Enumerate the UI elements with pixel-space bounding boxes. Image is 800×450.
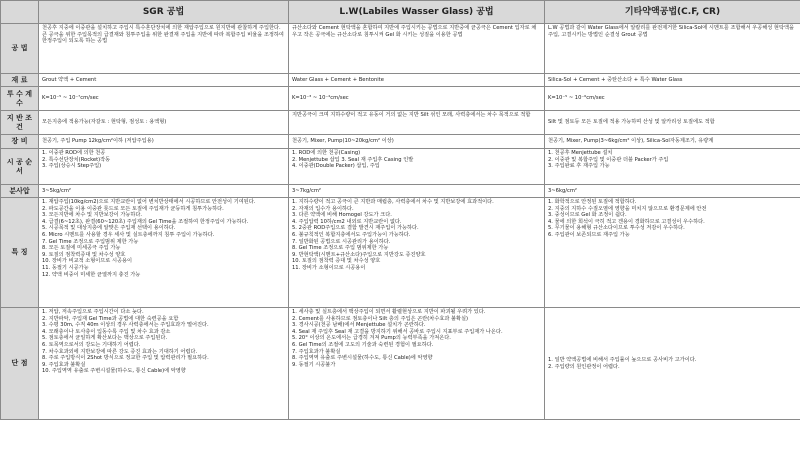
header-sgr: SGR 공법	[39, 1, 289, 24]
list-item: 6. Micro 시멘트를 사용할 경우 세사 및 실트층에까지 침투 주입이 가능하다.	[42, 231, 215, 238]
row-sequence	[1, 149, 800, 185]
list-item: 7. 일반화된 공법으로 시공관리가 용이하다.	[292, 238, 391, 245]
row-label-pressure: 분사압	[1, 185, 39, 198]
row-label-drawbacks: 단 점	[1, 308, 39, 420]
list-item: 4. Seal 재 주입후 Seal 재 고결을 방지하기 위해서 공바로 주입시 지표부로 주입재가 나온다.	[292, 328, 503, 335]
cell-equipment-other: 천공기, Mixer, Pump(3~6kg/cm² 이상), Silica-Sol자동제조기, 유량계	[545, 135, 800, 149]
cell-method-sgr: 천공후 지중에 이중관을 설치하고 주입시 특수혼단장치에 의한 재압주입으로 원지반에 관찰하게 주입한다. 큰 공극을 위한 주입목적의 급결재와 침투주입을 위한 완결재 주입을 지반에 따라 복합주입 비율을 조정하여 한정주입이 되도록 하는 공법	[39, 24, 289, 74]
list-item: 1. 재압주입(10kg/cm2)으로 지반교란이 없어 변치반상태에서 시공하므로 안전성이 기여된다.	[42, 199, 256, 205]
list-item: 1. 세사층 및 실트층에서 맥상주입이 되면서 활렬현상으로 지반이 파괴될 우려가 있다.	[292, 309, 486, 315]
list-item: 6. Gel Time의 조절에 고도의 기술과 숙련된 경험이 필요하다.	[292, 341, 434, 348]
header-other: 기타약액공법(C.F, CR)	[545, 1, 800, 24]
list-item: 1. 일반 약액공법에 비해서 주입률이 높으므로 공사비가 고가이다.	[548, 356, 697, 363]
row-label-equipment: 장 비	[1, 135, 39, 149]
list-item: 4. 급결(6~12초), 완결(60~120초) 주입재의 Gel Time을 조절하여 한정주입이 가능하다.	[42, 218, 249, 225]
list-item: 6. 불규칙적인 복합지층에서도 주입가능이 가능하다.	[292, 231, 411, 238]
list-item: 6. 주입관이 보존되므로 재주입 가능	[548, 231, 630, 238]
cell-material-sgr: Grout 약액 + Cement	[39, 74, 289, 87]
cell-method-lw: 규산소다와 Cement 현탁액을 혼합하여 지반에 주입시키는 공법으로 지반중에 균공극은 Cement 입자로 채우고 작은 공극에는 규산소다로 침투시켜 Gel 화 시키는 성질을 이용한 공법	[289, 24, 545, 74]
row-pressure	[1, 185, 800, 198]
list-item: 2. 특수선단장치(Rocket)작동	[42, 156, 111, 163]
row-label-sequence: 시 공 순 서	[1, 149, 39, 185]
list-item: 3. 수평 30m, 수직 40m 이상의 경우 사력층에서는 주입효과가 떨어진다.	[42, 322, 209, 329]
list-item: 2. Cement를 사용하므로 점토층이나 Silt 층의 주입은 곤란(차수효과 불확실)	[292, 315, 469, 322]
list-item: 3. 모든지반에 차수 및 지반보강이 가능하다.	[42, 212, 143, 219]
list-item: 4. 이중관(Double Packer) 삽입, 주입	[292, 163, 380, 170]
cell-ground-other: Silt 및 점토등 모든 토질에 적용 가능하며 산성 및 알카리성 토질에도 적합	[545, 111, 800, 135]
cell-material-lw: Water Glass + Cement + Bentonite	[289, 74, 545, 87]
list-item: 8. 주로 주입방식이 2Shot 방식으로 정교한 주입 및 압력관리가 필요하다.	[42, 355, 209, 362]
cell-ground-sgr: 모든지층에 적용가능(자갈토 : 현탁형, 점성토 : 용액형)	[39, 111, 289, 135]
list-item: 1. 이중관 ROD에 의한 천공	[42, 150, 106, 156]
list-item: 7. 주입효과가 불확실	[292, 348, 341, 355]
list-item: 1. 천공후 Menjettube 설치	[548, 150, 613, 156]
list-item: 5. 무기물이 용해형 규산소다이므로 투수성 저감이 우수하다.	[548, 225, 685, 232]
list-item: 2. 주입량의 원인관정이 어렵다.	[548, 363, 620, 370]
list-item: 9. 반현탁액(시멘트+규산소다)주입으로 지반강도 증진양호	[292, 251, 426, 258]
cell-pressure-lw: 3~7kg/cm²	[289, 185, 545, 198]
list-item: 3. 주입(상승시 Step주입)	[42, 163, 102, 170]
cell-ground-lw: 지반공극이 크며 지하수량이 적고 유동이 거의 없는 지반 Silt 섞인 모래, 사력층에서는 차수 목적으로 적합	[289, 111, 545, 135]
row-equipment	[1, 135, 800, 149]
list-item: 4. 주입압력 10하/cm2 내외로 지반교란이 없다.	[292, 218, 402, 225]
list-item: 8. Gel Time 조정으로 주입 범위제한 가능	[292, 245, 389, 252]
cell-permeability-other: K=10⁻⁵ ~ 10⁻⁶cm/sec	[545, 87, 800, 111]
row-permeability	[1, 87, 800, 111]
list-item: 3. 경사시공(천공 남배)에서 Menjettube 설치가 곤란하다.	[292, 322, 426, 329]
list-item: 11. 동절기 시공가능	[42, 264, 89, 271]
cell-sequence-lw	[289, 149, 545, 185]
list-item: 7. Gel Time 조정으로 주입범위 제한 가능	[42, 238, 139, 245]
row-label-ground: 지 반 조 건	[1, 111, 39, 135]
cell-method-other: L.W 공법과 같이 Water Glass에서 알칼리를 완전제거한 Silica-Sol에 시멘트를 조합해서 우공해성 현탁액을 주입, 고결시키는 방법인 순결성 Grout 공법	[545, 24, 800, 74]
list-item: 3. 주입완료 후 재주입 가능	[548, 163, 610, 170]
list-item: 5. 20° 이상의 온도에서는 급경히 겨져 Pump의 능력부족을 가져온다.	[292, 335, 451, 342]
list-item: 4. 모래층이나 토사층이 입동수록 주입 및 차수 효과 감소	[42, 328, 171, 335]
header-corner	[1, 1, 39, 24]
list-item: 10. 주입역역 유출로 주변시설물(하수도, 통신 Cable)에 악영향	[42, 368, 186, 375]
row-features	[1, 198, 800, 308]
list-item: 2. 파도공간을 이용 이중관 롯드로 모든 토질에 주입재가 균등하게 침투가능하다.	[42, 205, 224, 212]
header-row	[1, 1, 800, 24]
row-label-features: 특 징	[1, 198, 39, 308]
list-item: 3. 다른 약액에 비해 Homogel 강도가 크다.	[292, 212, 392, 219]
cell-features-sgr	[39, 198, 289, 308]
list-item: 5. 시공목적 및 대상지층에 알맞은 주입재 선택이 용이하다.	[42, 225, 176, 232]
list-item: 2. 지중의 지하수 수질오염에 영향을 미치지 않으므로 환경문제에 안전	[548, 205, 707, 212]
list-item: 7. 차수효과외에 지반보강에 따른 강도 증진 효과는 기대하기 어렵다.	[42, 348, 198, 355]
list-item: 9. 주입효과 불확실	[42, 361, 86, 368]
cell-drawbacks-lw	[289, 308, 545, 420]
list-item: 4. 물에 의한 희석이 극히 적고 겐용이 경화하므로 고결성이 우수하다.	[548, 218, 705, 225]
cell-material-other: Silica-Sol + Cement + 중탄산소다 + 특수 Water Glass	[545, 74, 800, 87]
list-item: 5. 점토층에서 균일하게 확산보다는 맥상으로 주입된다.	[42, 335, 168, 342]
list-item: 1. ROD에 의한 천공(Casing)	[292, 150, 361, 156]
cell-features-other	[545, 198, 800, 308]
cell-sequence-other	[545, 149, 800, 185]
cell-features-lw	[289, 198, 545, 308]
cell-equipment-sgr: 천공기, 주입 Pump 12kg/cm²이하 (저압주입용)	[39, 135, 289, 149]
cell-pressure-sgr: 3~5kg/cm²	[39, 185, 289, 198]
cell-drawbacks-sgr	[39, 308, 289, 420]
row-label-permeability: 투 수 계 수	[1, 87, 39, 111]
row-method	[1, 24, 800, 74]
row-material	[1, 74, 800, 87]
cell-drawbacks-other	[545, 308, 800, 420]
row-label-material: 재 료	[1, 74, 39, 87]
cell-permeability-lw: K=10⁻³ ~ 10⁻⁴cm/sec	[289, 87, 545, 111]
list-item: 2. 자재의 입수가 용이하다.	[292, 205, 354, 212]
cell-permeability-sgr: K=10⁻⁵ ~ 10⁻⁷cm/sec	[39, 87, 289, 111]
row-drawbacks	[1, 308, 800, 420]
list-item: 6. 토목역으로서의 강도는 기대하기 어렵다.	[42, 341, 141, 348]
cell-equipment-lw: 천공기, Mixer, Pump(10~20kg/cm² 이상)	[289, 135, 545, 149]
list-item: 1. 화학적으로 안정된 토질에 적합하다.	[548, 199, 637, 205]
list-item: 8. 주입역역 유출로 주변시설물(하수도, 통신 Cable)에 악영향	[292, 355, 433, 362]
cell-pressure-other: 3~6kg/cm²	[545, 185, 800, 198]
list-item: 8. 모든 토질에 미세공극 주입 가능	[42, 245, 121, 252]
list-item: 2. 지반파악, 주입재 Gel Time과 공법에 대한 숙련공을 요함	[42, 315, 179, 322]
list-item: 1. 저압, 저속주입으로 주입시간이 다소 늦다.	[42, 309, 144, 315]
list-item: 9. 토질의 점착력증대 및 차수성 양호	[42, 251, 126, 258]
list-item: 10. 토질의 점착력 증대 및 차수성 양호	[292, 258, 381, 265]
list-item: 12. 약액 비중이 미세한 균열까지 충진 가능	[42, 271, 141, 278]
list-item: 2. Menjettube 삽입 3. Seal 재 주입후 Casing 인발	[292, 156, 414, 163]
row-ground	[1, 111, 800, 135]
list-item: 3. 중성이므로 Gel 화 조정이 쉽다.	[548, 212, 627, 219]
list-item: 5. 2중관 ROD주입으로 결함 발견시 재주입이 가능하다.	[292, 225, 419, 232]
list-item: 10. 장비가 비교적 소형이므로 시공용이	[42, 258, 133, 265]
header-lw: L.W(Labiles Wasser Glass) 공법	[289, 1, 545, 24]
row-label-method: 공 법	[1, 24, 39, 74]
list-item: 2. 이중관 및 복합주입 및 이중관 더블 Packer가 주입	[548, 156, 669, 163]
list-item: 1. 지하수량이 적고 공극이 큰 지반과 매립층, 사력층에서 차수 및 지반보강에 효과적이다.	[292, 199, 494, 205]
cell-sequence-sgr	[39, 149, 289, 185]
list-item: 11. 장비가 소형이므로 시공용이	[292, 264, 366, 271]
list-item: 9. 동절기 시공불가	[292, 361, 336, 368]
